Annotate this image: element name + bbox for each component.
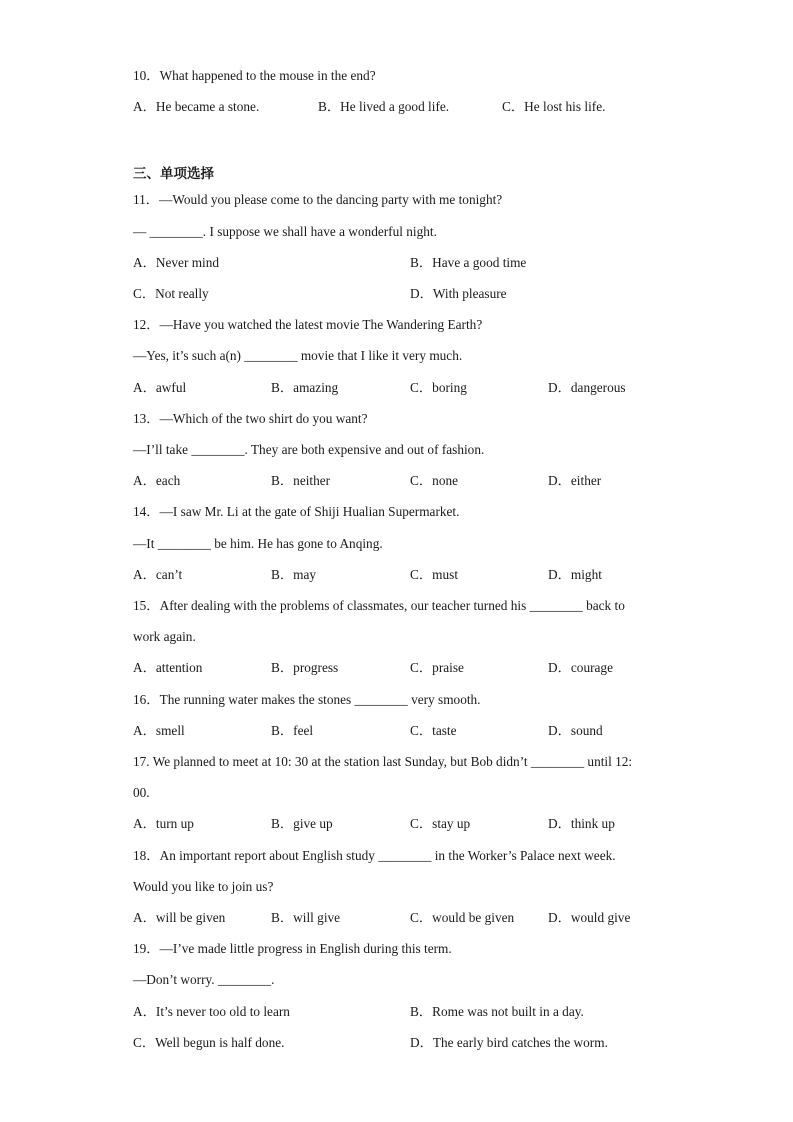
q10-option-a: A．He became a stone. — [133, 99, 260, 114]
q16-option-b: B．feel — [271, 723, 314, 738]
question-19-reply: —Don’t worry. ________. — [133, 972, 275, 987]
q12-option-a: A．awful — [133, 380, 187, 395]
question-17-stem: 17. We planned to meet at 10: 30 at the station last Sunday, but Bob didn’t ________ until 12: — [133, 754, 633, 769]
q13-option-d: D．either — [548, 473, 602, 488]
question-11-reply: — ________. I suppose we shall have a wonderful night. — [133, 224, 437, 239]
question-13-stem: 13．—Which of the two shirt do you want? — [133, 411, 368, 426]
q17-option-b: B．give up — [271, 816, 333, 831]
q15-option-d: D．courage — [548, 660, 613, 675]
q12-option-b: B．amazing — [271, 380, 339, 395]
q11-option-b: B．Have a good time — [410, 255, 527, 270]
q15-option-c: C．praise — [410, 660, 464, 675]
q13-option-c: C．none — [410, 473, 459, 488]
q19-option-c: C．Well begun is half done. — [133, 1035, 285, 1050]
q19-option-b: B．Rome was not built in a day. — [410, 1004, 584, 1019]
question-15-stem: 15．After dealing with the problems of classmates, our teacher turned his ________ back to — [133, 598, 625, 613]
q16-option-c: C．taste — [410, 723, 457, 738]
q16-option-a: A．smell — [133, 723, 185, 738]
question-11-stem: 11．—Would you please come to the dancing party with me tonight? — [133, 192, 503, 207]
q18-option-d: D．would give — [548, 910, 631, 925]
question-15-stem-cont: work again. — [133, 629, 196, 644]
question-13-reply: —I’ll take ________. They are both expensive and out of fashion. — [133, 442, 485, 457]
q14-option-b: B．may — [271, 567, 317, 582]
question-12-stem: 12．—Have you watched the latest movie The Wandering Earth? — [133, 317, 483, 332]
q15-option-a: A．attention — [133, 660, 203, 675]
q18-option-b: B．will give — [271, 910, 341, 925]
question-14-stem: 14．—I saw Mr. Li at the gate of Shiji Hualian Supermarket. — [133, 504, 460, 519]
question-10-stem: 10．What happened to the mouse in the end? — [133, 68, 376, 83]
question-19-stem: 19．—I’ve made little progress in English during this term. — [133, 941, 452, 956]
question-17-stem-cont: 00. — [133, 785, 150, 800]
q11-option-d: D．With pleasure — [410, 286, 507, 301]
q11-option-a: A．Never mind — [133, 255, 220, 270]
q16-option-d: D．sound — [548, 723, 603, 738]
q18-option-c: C．would be given — [410, 910, 515, 925]
q14-option-a: A．can’t — [133, 567, 183, 582]
q13-option-a: A．each — [133, 473, 181, 488]
q18-option-a: A．will be given — [133, 910, 226, 925]
question-18-stem: 18．An important report about English study ________ in the Worker’s Palace next week. — [133, 848, 616, 863]
q19-option-d: D．The early bird catches the worm. — [410, 1035, 608, 1050]
q13-option-b: B．neither — [271, 473, 331, 488]
q17-option-d: D．think up — [548, 816, 615, 831]
q19-option-a: A．It’s never too old to learn — [133, 1004, 290, 1019]
section-title: 三、单项选择 — [133, 166, 214, 182]
q12-option-c: C．boring — [410, 380, 467, 395]
question-16-stem: 16．The running water makes the stones ________ very smooth. — [133, 692, 481, 707]
q10-option-b: B．He lived a good life. — [318, 99, 450, 114]
q14-option-d: D．might — [548, 567, 602, 582]
q10-option-c: C．He lost his life. — [502, 99, 606, 114]
q11-option-c: C．Not really — [133, 286, 209, 301]
question-18-stem-cont: Would you like to join us? — [133, 879, 274, 894]
q17-option-c: C．stay up — [410, 816, 471, 831]
question-14-reply: —It ________ be him. He has gone to Anqing. — [133, 536, 383, 551]
question-12-reply: —Yes, it’s such a(n) ________ movie that I like it very much. — [133, 348, 463, 363]
q15-option-b: B．progress — [271, 660, 339, 675]
q14-option-c: C．must — [410, 567, 459, 582]
q12-option-d: D．dangerous — [548, 380, 626, 395]
q17-option-a: A．turn up — [133, 816, 194, 831]
